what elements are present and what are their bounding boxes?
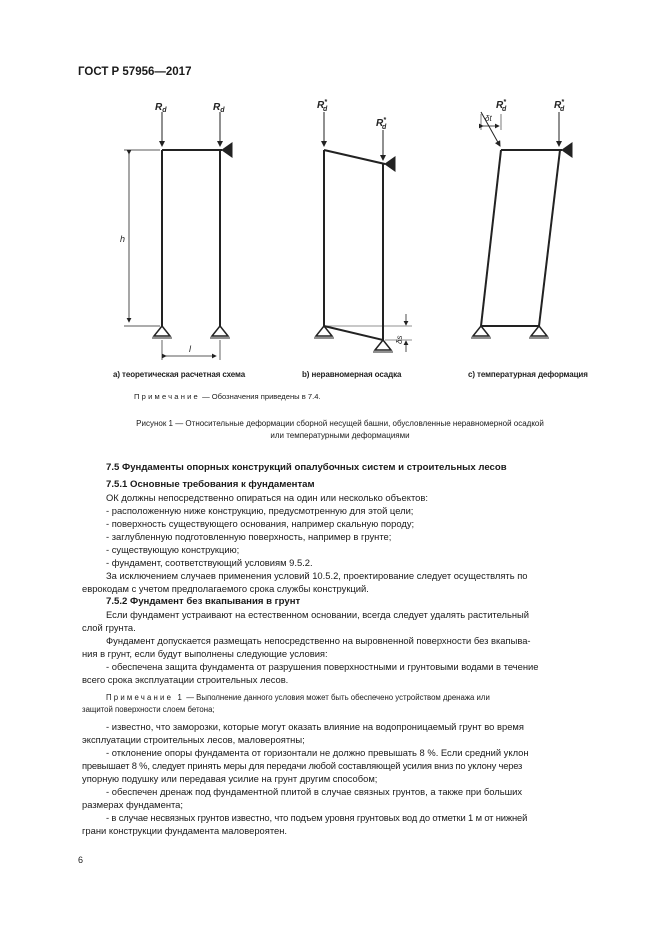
list-item: - в случае несвязных грунтов известно, что подъем уровня грунтовых вод до отметки 1 м от нижней [106, 812, 528, 823]
paragraph: Фундамент допускается размещать непосредственно на выровненной поверхности без вкапыва- [106, 635, 531, 646]
figure-title-line1: Рисунок 1 — Относительные деформации сборной несущей башни, обусловленные неравномерной осадкой [136, 419, 544, 428]
section-7-5 [82, 461, 615, 837]
note [106, 692, 615, 704]
list-item: - отклонение опоры фундамента от горизонтали не должно превышать 8 %. Если средний уклон [106, 747, 529, 758]
list-item-continuation: грани конструкции фундамента маловероятен. [82, 825, 288, 836]
figure-a-labels [120, 102, 225, 354]
section-title-7-5-2: 7.5.2 Фундамент без вкапывания в грунт [106, 596, 301, 607]
figure-c-temperature-deformation [471, 112, 572, 338]
caption-b: b) неравномерная осадка [302, 370, 402, 379]
settlement-label: δs [395, 335, 404, 344]
paragraph: ОК должны непосредственно опираться на один или несколько объектов: [106, 492, 428, 503]
height-label: h [120, 234, 126, 244]
paragraph: Если фундамент устраивают на естественном основании, всегда следует удалять растительный [106, 609, 530, 620]
paragraph: За исключением случаев применения условий 10.5.2, проектирование следует осуществлять по [106, 570, 528, 581]
figure-note [134, 392, 321, 401]
note-continuation: защитой поверхности слоем бетона; [82, 705, 215, 714]
figure-b-uneven-settlement [314, 112, 412, 352]
caption-a: а) теоретическая расчетная схема [113, 370, 246, 379]
list-item: - расположенную ниже конструкцию, предусмотренную для этой цели; [106, 505, 414, 516]
section-title-7-5-1: 7.5.1 Основные требования к фундаментам [106, 479, 315, 490]
deformation-figure [0, 0, 661, 390]
list-item: - заглубленную подготовленную поверхность, например в грунте; [106, 531, 392, 542]
section-title-7-5: 7.5 Фундаменты опорных конструкций опалубочных систем и строительных лесов [106, 462, 507, 473]
load-label-rd-1: $R_d$ [155, 102, 167, 114]
temperature-shift-label: δt [485, 114, 492, 123]
caption-c: c) температурная деформация [468, 370, 588, 379]
list-item: - поверхность существующего основания, например скальную породу; [106, 518, 415, 529]
figure-b-labels [317, 99, 404, 344]
figure-title [75, 418, 605, 442]
paragraph-continuation: ния в грунт, если будут выполнены следующие условия: [82, 648, 328, 659]
paragraph-continuation: еврокодам с учетом предполагаемого срока службы конструкций. [82, 583, 369, 594]
note-prefix: Примечание 1 [106, 693, 185, 702]
figure-note-prefix: Примечание [134, 392, 200, 401]
figure-title-line2: или температурными деформациями [270, 431, 410, 440]
list-item: - обеспечен дренаж под фундаментной плитой в случае связных грунтов, а также при больших [106, 786, 523, 797]
list-item: - известно, что заморозки, которые могут оказать влияние на водопроницаемый грунт во время [106, 721, 524, 732]
page-number: 6 [78, 855, 84, 865]
list-item-continuation: всего срока эксплуатации строительных лесов. [82, 674, 289, 685]
load-label-rd-star-2: R* d [376, 117, 387, 131]
figure-a-theoretical-scheme [124, 112, 232, 360]
load-label-rd-2: $R_d$ [213, 102, 225, 114]
list-item: - существующую конструкцию; [106, 544, 240, 555]
list-item: - обеспечена защита фундамента от разрушения поверхностными и грунтовыми водами в течение [106, 661, 539, 672]
note-text: — Выполнение данного условия может быть обеспечено устройством дренажа или [184, 693, 490, 702]
list-item-continuation: размерах фундамента; [82, 799, 184, 810]
figure-c-labels [485, 99, 565, 123]
list-item-continuation: превышает 8 %, следует принять меры для передачи любой составляющей усилия вниз по уклону через [82, 760, 523, 771]
load-label-rd-star-1: R* d [317, 99, 328, 113]
load-label-rd-star-3: R* d [496, 99, 507, 113]
span-label: l [189, 344, 191, 354]
list-item: - фундамент, соответствующий условиям 9.5.2. [106, 557, 313, 568]
list-item-continuation: эксплуатации строительных лесов, маловероятны; [82, 734, 305, 745]
paragraph-continuation: слой грунта. [82, 622, 136, 633]
load-label-rd-star-4: R* d [554, 99, 565, 113]
list-item-continuation: упорную подушку или передавая усилие на грунт другим способом; [82, 773, 378, 784]
document-header: ГОСТ Р 57956—2017 [78, 66, 192, 78]
figure-note-text: — Обозначения приведены в 7.4. [199, 392, 321, 401]
